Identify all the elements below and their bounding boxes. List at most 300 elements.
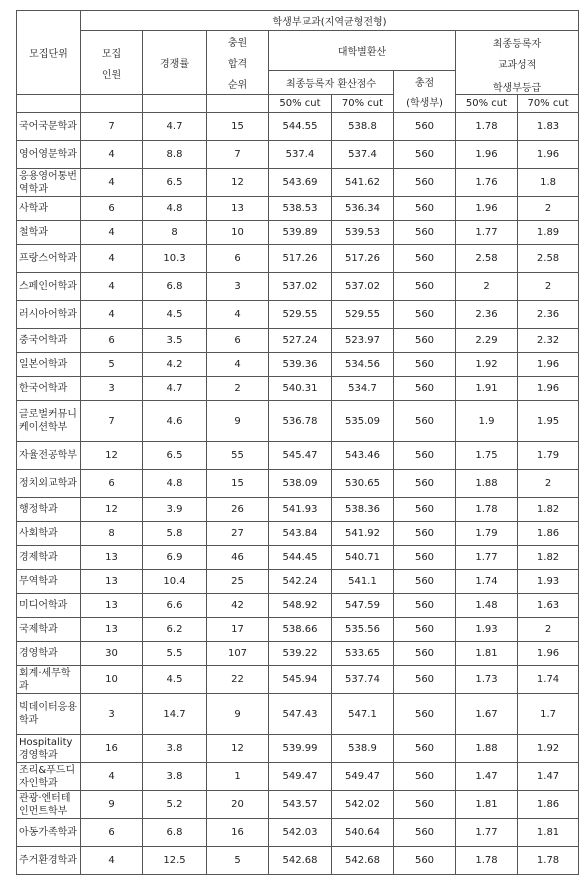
- score-cut70-cell: 538.9: [332, 735, 394, 763]
- score-cut50-cell: 545.94: [269, 666, 332, 694]
- table-row: [17, 666, 579, 694]
- unit-name-cell: 철학과: [17, 221, 81, 245]
- unit-name-cell: 사회학과: [17, 522, 81, 546]
- grade-cut50-cell: 1.78: [456, 847, 518, 875]
- score-cut70-cell: 540.64: [332, 819, 394, 847]
- unit-name-cell: 스페인어학과: [17, 273, 81, 301]
- table-row: [17, 570, 579, 594]
- grade-cut50-cell: 1.73: [456, 666, 518, 694]
- table-row: [17, 642, 579, 666]
- header-grade-group: [456, 31, 579, 95]
- grade-cut70-cell: 1.83: [518, 113, 579, 141]
- competition-cell: 4.2: [143, 353, 207, 377]
- extra-rank-cell: 13: [207, 197, 269, 221]
- grade-cut70-cell: 1.95: [518, 401, 579, 442]
- score-cut50-cell: 536.78: [269, 401, 332, 442]
- header-extra-line3: 순위: [227, 80, 248, 91]
- grade-cut50-cell: 1.93: [456, 618, 518, 642]
- table-row: [17, 470, 579, 498]
- quota-cell: 12: [81, 442, 143, 470]
- grade-cut50-cell: 1.88: [456, 735, 518, 763]
- competition-cell: 5.8: [143, 522, 207, 546]
- grade-cut50-cell: 1.48: [456, 594, 518, 618]
- table-row: [17, 498, 579, 522]
- grade-cut70-cell: 1.92: [518, 735, 579, 763]
- grade-cut70-cell: 1.47: [518, 763, 579, 791]
- competition-cell: 4.8: [143, 197, 207, 221]
- grade-cut70-cell: 1.82: [518, 546, 579, 570]
- competition-cell: 8.8: [143, 141, 207, 169]
- total-cell: 560: [394, 301, 456, 329]
- grade-cut50-cell: 2.58: [456, 245, 518, 273]
- quota-cell: 6: [81, 470, 143, 498]
- competition-cell: 8: [143, 221, 207, 245]
- total-cell: 560: [394, 113, 456, 141]
- extra-rank-cell: 9: [207, 401, 269, 442]
- extra-rank-cell: 12: [207, 169, 269, 197]
- score-cut50-cell: 545.47: [269, 442, 332, 470]
- unit-name-cell: 국어국문학과: [17, 113, 81, 141]
- competition-cell: 4.5: [143, 301, 207, 329]
- total-cell: 560: [394, 666, 456, 694]
- score-cut50-cell: 517.26: [269, 245, 332, 273]
- header-unit: 모집단위: [17, 11, 81, 95]
- grade-cut70-cell: 2: [518, 197, 579, 221]
- competition-cell: 3.5: [143, 329, 207, 353]
- header-extra-line2: 합격: [227, 59, 248, 70]
- unit-name-cell: 미디어학과: [17, 594, 81, 618]
- quota-cell: 3: [81, 694, 143, 735]
- unit-name-cell: 자율전공학부: [17, 442, 81, 470]
- total-cell: 560: [394, 618, 456, 642]
- score-cut50-cell: 538.53: [269, 197, 332, 221]
- extra-rank-cell: 9: [207, 694, 269, 735]
- table-row: [17, 694, 579, 735]
- extra-rank-cell: 6: [207, 329, 269, 353]
- grade-cut70-cell: 2.32: [518, 329, 579, 353]
- grade-cut70-cell: 1.96: [518, 642, 579, 666]
- header-quota-line2: 인원: [101, 69, 122, 81]
- grade-cut70-cell: 2: [518, 273, 579, 301]
- table-row: [17, 197, 579, 221]
- admissions-results-table: [16, 10, 579, 875]
- grade-cut70-cell: 1.78: [518, 847, 579, 875]
- quota-cell: 4: [81, 763, 143, 791]
- extra-rank-cell: 15: [207, 113, 269, 141]
- extra-rank-cell: 26: [207, 498, 269, 522]
- score-cut70-cell: 542.02: [332, 791, 394, 819]
- score-cut50-cell: 543.57: [269, 791, 332, 819]
- competition-cell: 3.8: [143, 735, 207, 763]
- score-cut70-cell: 517.26: [332, 245, 394, 273]
- score-cut70-cell: 542.68: [332, 847, 394, 875]
- extra-rank-cell: 42: [207, 594, 269, 618]
- extra-rank-cell: 4: [207, 353, 269, 377]
- header-competition: 경쟁률: [143, 31, 207, 95]
- total-cell: 560: [394, 498, 456, 522]
- extra-rank-cell: 2: [207, 377, 269, 401]
- score-cut70-cell: 539.53: [332, 221, 394, 245]
- extra-rank-cell: 16: [207, 819, 269, 847]
- score-cut70-cell: 547.1: [332, 694, 394, 735]
- table-row: [17, 442, 579, 470]
- header-grade-line3: 학생부등급: [492, 83, 542, 94]
- competition-cell: 6.5: [143, 442, 207, 470]
- header-spacer: [17, 95, 81, 113]
- extra-rank-cell: 6: [207, 245, 269, 273]
- grade-cut70-cell: 2: [518, 470, 579, 498]
- grade-cut70-cell: 1.96: [518, 353, 579, 377]
- header-total-line2: (학생부): [406, 98, 443, 109]
- table-row: [17, 546, 579, 570]
- table-row: [17, 819, 579, 847]
- total-cell: 560: [394, 570, 456, 594]
- grade-cut50-cell: 1.81: [456, 791, 518, 819]
- score-cut70-cell: 529.55: [332, 301, 394, 329]
- score-cut70-cell: 530.65: [332, 470, 394, 498]
- total-cell: 560: [394, 169, 456, 197]
- unit-name-cell: 행정학과: [17, 498, 81, 522]
- grade-cut70-cell: 1.7: [518, 694, 579, 735]
- score-cut50-cell: 544.55: [269, 113, 332, 141]
- total-cell: 560: [394, 735, 456, 763]
- competition-cell: 6.8: [143, 273, 207, 301]
- grade-cut50-cell: 1.74: [456, 570, 518, 594]
- grade-cut70-cell: 1.82: [518, 498, 579, 522]
- total-cell: 560: [394, 819, 456, 847]
- quota-cell: 7: [81, 401, 143, 442]
- header-grade-line1: 최종등록자: [492, 39, 542, 50]
- extra-rank-cell: 22: [207, 666, 269, 694]
- table-row: [17, 245, 579, 273]
- extra-rank-cell: 3: [207, 273, 269, 301]
- score-cut70-cell: 537.4: [332, 141, 394, 169]
- header-conversion-group: 대학별환산: [269, 31, 456, 71]
- score-cut50-cell: 527.24: [269, 329, 332, 353]
- unit-name-cell: 아동가족학과: [17, 819, 81, 847]
- extra-rank-cell: 7: [207, 141, 269, 169]
- grade-cut50-cell: 2.29: [456, 329, 518, 353]
- table-row: [17, 221, 579, 245]
- table-header: [17, 11, 579, 113]
- competition-cell: 4.8: [143, 470, 207, 498]
- quota-cell: 4: [81, 221, 143, 245]
- grade-cut70-cell: 1.79: [518, 442, 579, 470]
- grade-cut70-cell: 1.89: [518, 221, 579, 245]
- grade-cut70-cell: 1.86: [518, 791, 579, 819]
- unit-name-cell: 일본어학과: [17, 353, 81, 377]
- table-row: [17, 273, 579, 301]
- total-cell: 560: [394, 221, 456, 245]
- unit-name-cell: 응용영어통번역학과: [17, 169, 81, 197]
- total-cell: 560: [394, 245, 456, 273]
- header-quota: [81, 31, 143, 95]
- table-row: [17, 113, 579, 141]
- quota-cell: 16: [81, 735, 143, 763]
- table-row: [17, 329, 579, 353]
- score-cut70-cell: 535.56: [332, 618, 394, 642]
- table-row: [17, 401, 579, 442]
- competition-cell: 5.5: [143, 642, 207, 666]
- score-cut70-cell: 543.46: [332, 442, 394, 470]
- quota-cell: 5: [81, 353, 143, 377]
- score-cut70-cell: 538.36: [332, 498, 394, 522]
- total-cell: 560: [394, 470, 456, 498]
- score-cut50-cell: 542.24: [269, 570, 332, 594]
- extra-rank-cell: 27: [207, 522, 269, 546]
- score-cut50-cell: 539.36: [269, 353, 332, 377]
- quota-cell: 13: [81, 594, 143, 618]
- extra-rank-cell: 5: [207, 847, 269, 875]
- quota-cell: 12: [81, 498, 143, 522]
- unit-name-cell: Hospitality경영학과: [17, 735, 81, 763]
- grade-cut70-cell: 1.96: [518, 377, 579, 401]
- total-cell: 560: [394, 847, 456, 875]
- extra-rank-cell: 17: [207, 618, 269, 642]
- grade-cut70-cell: 1.81: [518, 819, 579, 847]
- total-cell: 560: [394, 546, 456, 570]
- score-cut50-cell: 529.55: [269, 301, 332, 329]
- competition-cell: 4.5: [143, 666, 207, 694]
- quota-cell: 13: [81, 546, 143, 570]
- score-cut50-cell: 538.09: [269, 470, 332, 498]
- total-cell: 560: [394, 791, 456, 819]
- quota-cell: 10: [81, 666, 143, 694]
- total-cell: 560: [394, 763, 456, 791]
- unit-name-cell: 경제학과: [17, 546, 81, 570]
- score-cut70-cell: 549.47: [332, 763, 394, 791]
- competition-cell: 10.3: [143, 245, 207, 273]
- score-cut50-cell: 548.92: [269, 594, 332, 618]
- score-cut50-cell: 541.93: [269, 498, 332, 522]
- competition-cell: 12.5: [143, 847, 207, 875]
- competition-cell: 6.2: [143, 618, 207, 642]
- header-conversion-total: [394, 71, 456, 113]
- header-extra-line1: 충원: [227, 38, 248, 49]
- quota-cell: 3: [81, 377, 143, 401]
- unit-name-cell: 조리&푸드디자인학과: [17, 763, 81, 791]
- total-cell: 560: [394, 377, 456, 401]
- competition-cell: 4.7: [143, 113, 207, 141]
- score-cut70-cell: 533.65: [332, 642, 394, 666]
- header-total-line1: 총점: [414, 78, 435, 89]
- total-cell: 560: [394, 442, 456, 470]
- grade-cut50-cell: 1.77: [456, 819, 518, 847]
- quota-cell: 4: [81, 141, 143, 169]
- grade-cut50-cell: 1.9: [456, 401, 518, 442]
- quota-cell: 30: [81, 642, 143, 666]
- competition-cell: 10.4: [143, 570, 207, 594]
- header-score-cut70: 70% cut: [332, 95, 394, 113]
- total-cell: 560: [394, 642, 456, 666]
- score-cut50-cell: 547.43: [269, 694, 332, 735]
- total-cell: 560: [394, 694, 456, 735]
- grade-cut50-cell: 1.78: [456, 498, 518, 522]
- extra-rank-cell: 55: [207, 442, 269, 470]
- grade-cut50-cell: 1.77: [456, 221, 518, 245]
- table-row: [17, 594, 579, 618]
- quota-cell: 4: [81, 273, 143, 301]
- extra-rank-cell: 20: [207, 791, 269, 819]
- competition-cell: 3.9: [143, 498, 207, 522]
- unit-name-cell: 정치외교학과: [17, 470, 81, 498]
- table-row: [17, 301, 579, 329]
- extra-rank-cell: 4: [207, 301, 269, 329]
- unit-name-cell: 관광·엔터테인먼트학부: [17, 791, 81, 819]
- unit-name-cell: 회계·세무학과: [17, 666, 81, 694]
- grade-cut50-cell: 1.96: [456, 141, 518, 169]
- header-score-cut50: 50% cut: [269, 95, 332, 113]
- unit-name-cell: 빅데이터응용학과: [17, 694, 81, 735]
- score-cut70-cell: 547.59: [332, 594, 394, 618]
- score-cut70-cell: 523.97: [332, 329, 394, 353]
- unit-name-cell: 프랑스어학과: [17, 245, 81, 273]
- quota-cell: 4: [81, 169, 143, 197]
- header-group-title: 학생부교과(지역균형전형): [81, 11, 579, 31]
- table-row: [17, 353, 579, 377]
- grade-cut70-cell: 1.74: [518, 666, 579, 694]
- grade-cut70-cell: 1.86: [518, 522, 579, 546]
- score-cut50-cell: 539.89: [269, 221, 332, 245]
- competition-cell: 6.9: [143, 546, 207, 570]
- competition-cell: 4.7: [143, 377, 207, 401]
- score-cut50-cell: 537.02: [269, 273, 332, 301]
- score-cut50-cell: 543.69: [269, 169, 332, 197]
- competition-cell: 3.8: [143, 763, 207, 791]
- header-spacer-2: [81, 95, 143, 113]
- header-spacer-4: [207, 95, 269, 113]
- header-grade-cut50: 50% cut: [456, 95, 518, 113]
- table-row: [17, 791, 579, 819]
- header-grade-cut70: 70% cut: [518, 95, 579, 113]
- grade-cut50-cell: 1.75: [456, 442, 518, 470]
- grade-cut70-cell: 1.93: [518, 570, 579, 594]
- grade-cut50-cell: 1.77: [456, 546, 518, 570]
- score-cut50-cell: 543.84: [269, 522, 332, 546]
- grade-cut50-cell: 1.76: [456, 169, 518, 197]
- unit-name-cell: 영어영문학과: [17, 141, 81, 169]
- unit-name-cell: 국제학과: [17, 618, 81, 642]
- grade-cut50-cell: 1.81: [456, 642, 518, 666]
- competition-cell: 6.8: [143, 819, 207, 847]
- quota-cell: 9: [81, 791, 143, 819]
- score-cut70-cell: 534.7: [332, 377, 394, 401]
- unit-name-cell: 중국어학과: [17, 329, 81, 353]
- table-row: [17, 377, 579, 401]
- score-cut70-cell: 537.02: [332, 273, 394, 301]
- score-cut70-cell: 537.74: [332, 666, 394, 694]
- score-cut50-cell: 540.31: [269, 377, 332, 401]
- table-body: [17, 113, 579, 875]
- score-cut70-cell: 534.56: [332, 353, 394, 377]
- total-cell: 560: [394, 329, 456, 353]
- header-spacer-3: [143, 95, 207, 113]
- score-cut50-cell: 549.47: [269, 763, 332, 791]
- table-row: [17, 735, 579, 763]
- grade-cut50-cell: 1.78: [456, 113, 518, 141]
- quota-cell: 13: [81, 570, 143, 594]
- score-cut70-cell: 541.92: [332, 522, 394, 546]
- unit-name-cell: 글로벌커뮤니케이션학부: [17, 401, 81, 442]
- table-row: [17, 763, 579, 791]
- total-cell: 560: [394, 353, 456, 377]
- total-cell: 560: [394, 273, 456, 301]
- grade-cut70-cell: 2.58: [518, 245, 579, 273]
- extra-rank-cell: 25: [207, 570, 269, 594]
- table-row: [17, 522, 579, 546]
- unit-name-cell: 무역학과: [17, 570, 81, 594]
- quota-cell: 6: [81, 329, 143, 353]
- header-extra-rank: [207, 31, 269, 95]
- grade-cut70-cell: 2.36: [518, 301, 579, 329]
- table-row: [17, 141, 579, 169]
- total-cell: 560: [394, 141, 456, 169]
- quota-cell: 7: [81, 113, 143, 141]
- grade-cut50-cell: 1.79: [456, 522, 518, 546]
- grade-cut50-cell: 1.92: [456, 353, 518, 377]
- quota-cell: 8: [81, 522, 143, 546]
- grade-cut70-cell: 1.96: [518, 141, 579, 169]
- grade-cut50-cell: 1.91: [456, 377, 518, 401]
- unit-name-cell: 한국어학과: [17, 377, 81, 401]
- competition-cell: 14.7: [143, 694, 207, 735]
- quota-cell: 4: [81, 847, 143, 875]
- header-grade-line2: 교과성적: [497, 60, 537, 71]
- extra-rank-cell: 1: [207, 763, 269, 791]
- unit-name-cell: 러시아어학과: [17, 301, 81, 329]
- extra-rank-cell: 46: [207, 546, 269, 570]
- score-cut70-cell: 536.34: [332, 197, 394, 221]
- grade-cut70-cell: 1.63: [518, 594, 579, 618]
- score-cut50-cell: 537.4: [269, 141, 332, 169]
- unit-name-cell: 사학과: [17, 197, 81, 221]
- table-row: [17, 618, 579, 642]
- extra-rank-cell: 15: [207, 470, 269, 498]
- grade-cut50-cell: 1.67: [456, 694, 518, 735]
- competition-cell: 5.2: [143, 791, 207, 819]
- score-cut70-cell: 535.09: [332, 401, 394, 442]
- score-cut50-cell: 542.03: [269, 819, 332, 847]
- grade-cut50-cell: 1.47: [456, 763, 518, 791]
- score-cut50-cell: 544.45: [269, 546, 332, 570]
- quota-cell: 6: [81, 197, 143, 221]
- header-quota-line1: 모집: [101, 48, 122, 60]
- total-cell: 560: [394, 594, 456, 618]
- score-cut70-cell: 538.8: [332, 113, 394, 141]
- quota-cell: 13: [81, 618, 143, 642]
- total-cell: 560: [394, 401, 456, 442]
- score-cut70-cell: 541.62: [332, 169, 394, 197]
- total-cell: 560: [394, 522, 456, 546]
- score-cut50-cell: 538.66: [269, 618, 332, 642]
- extra-rank-cell: 107: [207, 642, 269, 666]
- competition-cell: 4.6: [143, 401, 207, 442]
- score-cut70-cell: 541.1: [332, 570, 394, 594]
- competition-cell: 6.5: [143, 169, 207, 197]
- total-cell: 560: [394, 197, 456, 221]
- score-cut70-cell: 540.71: [332, 546, 394, 570]
- extra-rank-cell: 12: [207, 735, 269, 763]
- quota-cell: 6: [81, 819, 143, 847]
- grade-cut50-cell: 1.96: [456, 197, 518, 221]
- unit-name-cell: 경영학과: [17, 642, 81, 666]
- extra-rank-cell: 10: [207, 221, 269, 245]
- header-conversion-final: 최종등록자 환산점수: [269, 71, 394, 95]
- grade-cut50-cell: 2: [456, 273, 518, 301]
- unit-name-cell: 주거환경학과: [17, 847, 81, 875]
- quota-cell: 4: [81, 301, 143, 329]
- grade-cut70-cell: 2: [518, 618, 579, 642]
